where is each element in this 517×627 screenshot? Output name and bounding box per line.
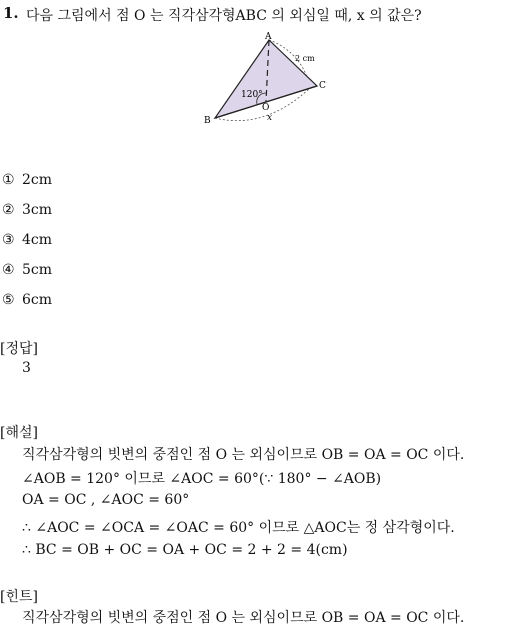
choice-2-text: 3cm xyxy=(22,202,53,218)
label-side-ac: 2 cm xyxy=(295,54,315,63)
explanation-line-2: ∠AOB = 120° 이므로 ∠AOC = 60°(∵ 180° − ∠AOB) xyxy=(22,471,382,487)
triangle-figure xyxy=(195,30,335,125)
choice-3-mark: ③ xyxy=(2,232,15,248)
explanation-line-4: ∴ ∠AOC = ∠OCA = ∠OAC = 60° 이므로 △AOC는 정 삼각형이다. xyxy=(22,520,455,536)
choice-1-text: 2cm xyxy=(22,172,53,188)
explanation-line-5: ∴ BC = OB + OC = OA + OC = 2 + 2 = 4(cm) xyxy=(22,542,348,558)
choice-4-text: 5cm xyxy=(22,262,53,278)
choice-5-mark: ⑤ xyxy=(2,292,15,308)
explanation-label: [해설] xyxy=(0,425,38,441)
choice-5[interactable] xyxy=(2,292,52,308)
label-x: x xyxy=(267,113,273,123)
choice-1[interactable] xyxy=(2,172,52,188)
explanation-line-3: OA = OC , ∠AOC = 60° xyxy=(22,492,190,508)
label-c: C xyxy=(319,81,326,91)
choice-4-mark: ④ xyxy=(2,262,15,278)
question-number: 1. xyxy=(3,4,19,22)
hint-label: [힌트] xyxy=(0,589,38,605)
choice-2-mark: ② xyxy=(2,202,15,218)
answer-label: [정답] xyxy=(0,341,38,357)
question-text: 다음 그림에서 점 O 는 직각삼각형ABC 의 외심일 때, x 의 값은? xyxy=(26,8,422,24)
choice-2[interactable] xyxy=(2,202,52,218)
label-b: B xyxy=(204,116,211,125)
label-angle: 120° xyxy=(241,90,263,100)
choice-1-mark: ① xyxy=(2,172,15,188)
answer-value: 3 xyxy=(22,360,31,376)
choice-5-text: 6cm xyxy=(22,292,53,308)
label-o: O xyxy=(262,103,270,113)
choice-3-text: 4cm xyxy=(22,232,53,248)
hint-text: 직각삼각형의 빗변의 중점인 점 O 는 외심이므로 OB = OA = OC 이다. xyxy=(22,610,465,626)
choice-4[interactable] xyxy=(2,262,52,278)
label-a: A xyxy=(265,32,272,42)
choice-3[interactable] xyxy=(2,232,52,248)
explanation-line-1: 직각삼각형의 빗변의 중점인 점 O 는 외심이므로 OB = OA = OC 이다. xyxy=(22,447,465,463)
